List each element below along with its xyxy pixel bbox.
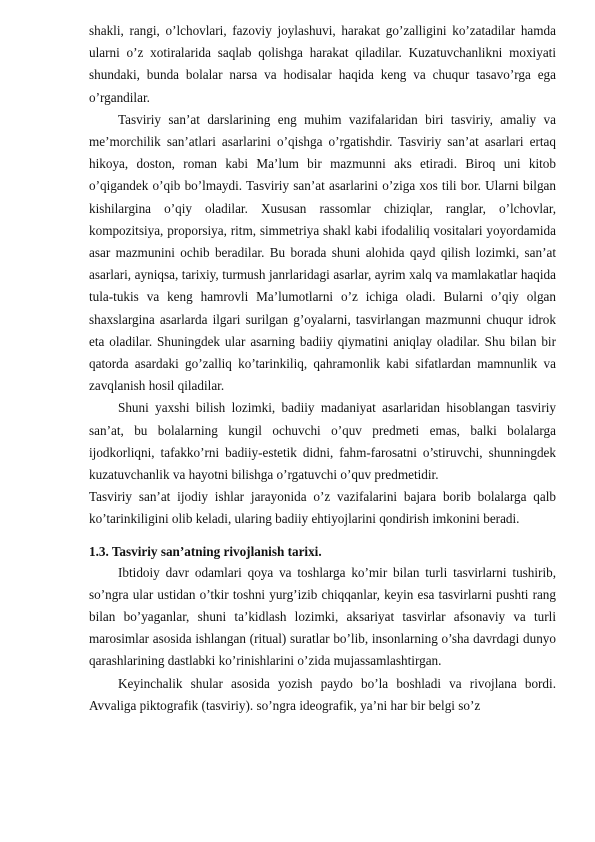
paragraph-1: shakli, rangi, o’lchovlari, fazoviy joylashuvi, harakat go’zalligini ko’zatadilar hamda ularni o’z xotiralarida saqlab qolishga harakat qiladilar. Kuzatuvchanlikni moxiyati shundaki, bunda bolalar narsa va hodisalar haqida keng va chuqur tasavo’rga ega o’rgandilar. [89, 23, 556, 105]
section-paragraph-1: Ibtidoiy davr odamlari qoya va toshlarga ko’mir bilan turli tasvirlarni tushirib, so’ngra ular ustidan o’tkir toshni yurg’izib chiqqanlar, keyin esa tasvirlarni pushti rang bilan bo’yaganlar, shuni ta’kidlash lozimki, aksariyat tasvirlar afsonaviy va turli marosimlar asosida ishlangan (ritual) suratlar bo’lib, insonlarning o’sha davrdagi dunyo qarashlarining dastlabki ko’rinishlarini o’zida mujassamlashtirgan. [89, 564, 556, 669]
document-page [89, 20, 556, 717]
section-heading: 1.3. Tasviriy san’atning rivojlanish tarixi. [89, 543, 322, 559]
paragraph-2: Tasviriy san’at darslarining eng muhim vazifalaridan biri tasviriy, amaliy va me’morchilik san’atlari asarlarini o’qishga o’rgatishdir. Tasviriy san’at asarlari ertaq hikoya, doston, roman kabi Ma’lum bir mazmunni aks etiradi. Biroq uni kitob o’qigandek o’qib bo’lmaydi. Tasviriy san’at asarlarini o’ziga xos tili bor. Ularni bilgan kishilargina o’qiy oladilar. Xususan rassomlar chiziqlar, ranglar, o’lchovlar, kompozitsiya, proporsiya, ritm, simmetriya shakl kabi ifodaliliq vositalari yoyordamida asar mazmunini ochib beradilar. Bu borada shuni alohida qayd qilish lozimki, san’at asarlari, ayniqsa, tarixiy, turmush janrlaridagi asarlar, ayrim xalq va mamlakatlar haqida tula-tukis va keng hamrovli Ma’lumotlarni o’z ichiga oladi. Bularni o’qiy olgan shaxslargina asarlarda ilgari surilgan g’oyalarni, tasvirlangan mazmunni chuqur idrok eta oladilar. Shuningdek ular asarning badiiy qiymatini aniqlay oladilar. Shu bilan bir qatorda asardaki go’zalliq ko’tarinkiliq, qahramonlik kabi sifatlardan mamnunlik va zavqlanish hosil qiladilar. [89, 111, 556, 394]
section-paragraph-2: Keyinchalik shular asosida yozish paydo bo’la boshladi va rivojlana bordi. Avvaliga piktografik (tasviriy). so’ngra ideografik, ya’ni har bir belgi so’z [89, 675, 556, 713]
paragraph-3: Shuni yaxshi bilish lozimki, badiiy madaniyat asarlaridan hisoblangan tasviriy san’at, bu bolalarning kungil ochuvchi o’quv predmeti emas, balki bolalarga ijodkorliqni, tafakko’rni badiiy-estetik didni, fahm-farosatni o’stiruvchi, shunningdek kuzatuvchanlik va hayotni bilishga o’rgatuvchi o’quv predmetidir. [89, 400, 556, 483]
paragraph-4: Tasviriy san’at ijodiy ishlar jarayonida o’z vazifalarini bajara borib bolalarga qalb ko’tarinkiligini olib keladi, ularing badiiy ehtiyojlarini qondirish imkonini beradi. [89, 489, 556, 527]
